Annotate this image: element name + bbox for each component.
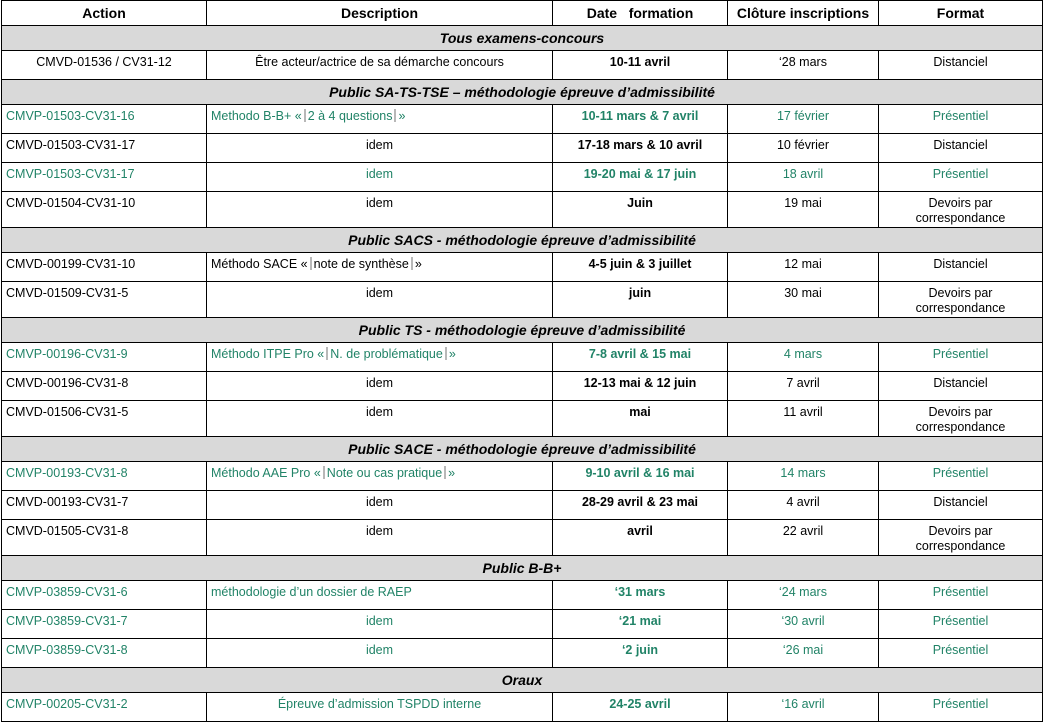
description-cell: idem <box>207 282 553 318</box>
section-header <box>2 556 1043 581</box>
action-code: CMVD-01503-CV31-17 <box>2 134 207 163</box>
section-title: Tous examens-concours <box>2 26 1043 51</box>
format-cell: Présentiel <box>879 639 1043 668</box>
action-code: CMVD-01504-CV31-10 <box>2 192 207 228</box>
date-cell: 10-11 mars & 7 avril <box>553 105 728 134</box>
table-row <box>2 253 1043 282</box>
separator-mark <box>323 466 325 479</box>
date-cell: 19-20 mai & 17 juin <box>553 163 728 192</box>
table-row <box>2 401 1043 437</box>
description-cell: méthodologie d’un dossier de RAEP <box>207 581 553 610</box>
action-code: CMVP-00205-CV31-2 <box>2 693 207 722</box>
cloture-cell: ‘26 mai <box>728 639 879 668</box>
date-cell: 7-8 avril & 15 mai <box>553 343 728 372</box>
table-row <box>2 134 1043 163</box>
section-title: Public SACS - méthodologie épreuve d’admissibilité <box>2 228 1043 253</box>
table-row <box>2 163 1043 192</box>
date-cell: Juin <box>553 192 728 228</box>
separator-mark <box>411 257 413 270</box>
section-header <box>2 80 1043 105</box>
date-cell: 4-5 juin & 3 juillet <box>553 253 728 282</box>
section-title: Public B-B+ <box>2 556 1043 581</box>
header-row <box>2 1 1043 26</box>
format-cell: Présentiel <box>879 462 1043 491</box>
section-title: Oraux <box>2 668 1043 693</box>
description-cell: Méthodo AAE Pro « Note ou cas pratique » <box>207 462 553 491</box>
date-cell: mai <box>553 401 728 437</box>
separator-mark <box>444 466 446 479</box>
cloture-cell: 14 mars <box>728 462 879 491</box>
cloture-cell: 19 mai <box>728 192 879 228</box>
description-cell: Methodo B-B+ « 2 à 4 questions » <box>207 105 553 134</box>
description-cell: idem <box>207 192 553 228</box>
action-code: CMVD-01536 / CV31-12 <box>2 51 207 80</box>
section-header <box>2 26 1043 51</box>
table-row <box>2 105 1043 134</box>
separator-mark <box>394 109 396 122</box>
format-cell: Devoirs par correspondance <box>879 401 1043 437</box>
date-cell: ‘21 mai <box>553 610 728 639</box>
cloture-cell: ‘30 avril <box>728 610 879 639</box>
date-cell: 24-25 avril <box>553 693 728 722</box>
table-row <box>2 693 1043 722</box>
cloture-cell: 22 avril <box>728 520 879 556</box>
table-row <box>2 51 1043 80</box>
action-code: CMVP-00196-CV31-9 <box>2 343 207 372</box>
date-cell: ‘2 juin <box>553 639 728 668</box>
description-cell: idem <box>207 401 553 437</box>
action-code: CMVD-01506-CV31-5 <box>2 401 207 437</box>
date-cell: avril <box>553 520 728 556</box>
section-header <box>2 437 1043 462</box>
header-date: Date formation <box>553 1 728 26</box>
description-cell: idem <box>207 520 553 556</box>
format-cell: Présentiel <box>879 343 1043 372</box>
table-row <box>2 491 1043 520</box>
cloture-cell: ‘16 avril <box>728 693 879 722</box>
format-cell: Distanciel <box>879 372 1043 401</box>
action-code: CMVP-01503-CV31-16 <box>2 105 207 134</box>
cloture-cell: 10 février <box>728 134 879 163</box>
format-cell: Présentiel <box>879 610 1043 639</box>
format-cell: Présentiel <box>879 105 1043 134</box>
table-row <box>2 639 1043 668</box>
table-row <box>2 610 1043 639</box>
section-title: Public SA-TS-TSE – méthodologie épreuve d’admissibilité <box>2 80 1043 105</box>
action-code: CMVD-00193-CV31-7 <box>2 491 207 520</box>
table-row <box>2 520 1043 556</box>
description-cell: Méthodo SACE « note de synthèse » <box>207 253 553 282</box>
cloture-cell: 30 mai <box>728 282 879 318</box>
format-cell: Devoirs par correspondance <box>879 520 1043 556</box>
table-row <box>2 282 1043 318</box>
format-cell: Distanciel <box>879 491 1043 520</box>
date-cell: 9-10 avril & 16 mai <box>553 462 728 491</box>
format-cell: Devoirs par correspondance <box>879 192 1043 228</box>
separator-mark <box>304 109 306 122</box>
separator-mark <box>310 257 312 270</box>
action-code: CMVP-03859-CV31-6 <box>2 581 207 610</box>
table-row <box>2 343 1043 372</box>
description-cell: idem <box>207 134 553 163</box>
action-code: CMVP-01503-CV31-17 <box>2 163 207 192</box>
format-cell: Présentiel <box>879 581 1043 610</box>
header-action: Action <box>2 1 207 26</box>
action-code: CMVP-03859-CV31-7 <box>2 610 207 639</box>
date-cell: ‘31 mars <box>553 581 728 610</box>
date-cell: 28-29 avril & 23 mai <box>553 491 728 520</box>
cloture-cell: 12 mai <box>728 253 879 282</box>
table-row <box>2 581 1043 610</box>
format-cell: Distanciel <box>879 134 1043 163</box>
format-cell: Présentiel <box>879 163 1043 192</box>
description-cell: idem <box>207 639 553 668</box>
cloture-cell: 4 avril <box>728 491 879 520</box>
action-code: CMVD-00199-CV31-10 <box>2 253 207 282</box>
format-cell: Devoirs par correspondance <box>879 282 1043 318</box>
action-code: CMVD-01505-CV31-8 <box>2 520 207 556</box>
cloture-cell: 4 mars <box>728 343 879 372</box>
section-title: Public TS - méthodologie épreuve d’admissibilité <box>2 318 1043 343</box>
section-header <box>2 318 1043 343</box>
table-row <box>2 192 1043 228</box>
description-cell: idem <box>207 610 553 639</box>
separator-mark <box>326 347 328 360</box>
description-cell: idem <box>207 372 553 401</box>
cloture-cell: 7 avril <box>728 372 879 401</box>
section-header <box>2 228 1043 253</box>
format-cell: Distanciel <box>879 51 1043 80</box>
cloture-cell: 18 avril <box>728 163 879 192</box>
header-description: Description <box>207 1 553 26</box>
description-cell: Méthodo ITPE Pro « N. de problématique » <box>207 343 553 372</box>
format-cell: Présentiel <box>879 693 1043 722</box>
date-cell: 17-18 mars & 10 avril <box>553 134 728 163</box>
header-format: Format <box>879 1 1043 26</box>
description-cell: Épreuve d’admission TSPDD interne <box>207 693 553 722</box>
cloture-cell: 11 avril <box>728 401 879 437</box>
cloture-cell: 17 février <box>728 105 879 134</box>
training-schedule-table <box>1 0 1043 722</box>
cloture-cell: ‘28 mars <box>728 51 879 80</box>
description-cell: idem <box>207 163 553 192</box>
action-code: CMVP-03859-CV31-8 <box>2 639 207 668</box>
separator-mark <box>445 347 447 360</box>
table-row <box>2 372 1043 401</box>
section-title: Public SACE - méthodologie épreuve d’admissibilité <box>2 437 1043 462</box>
description-cell: Être acteur/actrice de sa démarche concours <box>207 51 553 80</box>
action-code: CMVD-00196-CV31-8 <box>2 372 207 401</box>
action-code: CMVP-00193-CV31-8 <box>2 462 207 491</box>
action-code: CMVD-01509-CV31-5 <box>2 282 207 318</box>
date-cell: 12-13 mai & 12 juin <box>553 372 728 401</box>
header-cloture: Clôture inscriptions <box>728 1 879 26</box>
date-cell: juin <box>553 282 728 318</box>
description-cell: idem <box>207 491 553 520</box>
table-row <box>2 462 1043 491</box>
date-cell: 10-11 avril <box>553 51 728 80</box>
cloture-cell: ‘24 mars <box>728 581 879 610</box>
format-cell: Distanciel <box>879 253 1043 282</box>
